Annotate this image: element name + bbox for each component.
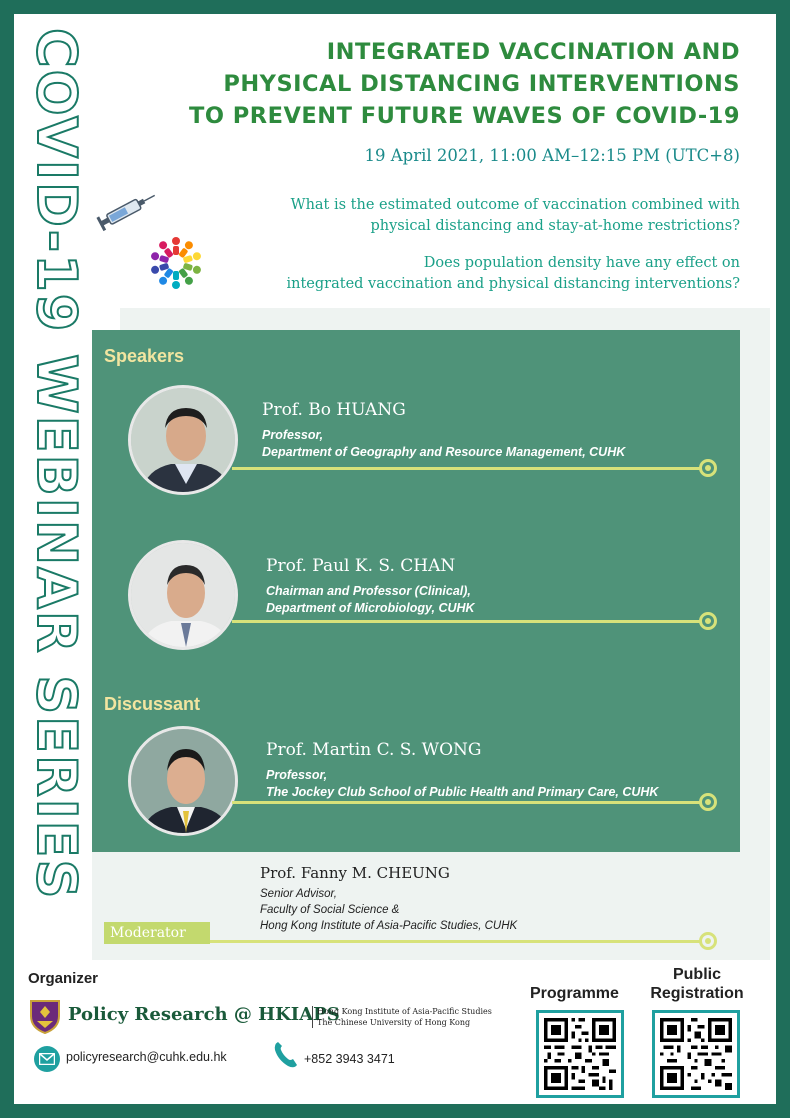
phone-icon (272, 1040, 300, 1075)
people-circle-icon (146, 234, 206, 297)
organizer-phone[interactable]: +852 3943 3471 (304, 1052, 395, 1066)
organizer-institute-line-1: Hong Kong Institute of Asia-Pacific Studies (317, 1007, 492, 1016)
vertical-series-title: COVID-19 WEBINAR SERIES (25, 28, 88, 901)
programme-label: Programme (530, 985, 619, 1002)
mail-icon (34, 1046, 60, 1072)
title-line-3: TO PREVENT FUTURE WAVES OF COVID-19 (189, 103, 740, 129)
organizer-label: Organizer (28, 970, 99, 987)
question-2-line-1: Does population density have any effect on (423, 255, 740, 271)
university-crest-logo (28, 998, 62, 1039)
moderator-role-line-2: Faculty of Social Science & (260, 904, 400, 916)
speaker-2-role (266, 583, 475, 617)
speaker-1-role-line-1: Professor, (262, 428, 324, 442)
discussant-role-line-2: The Jockey Club School of Public Health and Primary Care, CUHK (266, 785, 659, 799)
programme-qr-code[interactable] (536, 1010, 624, 1098)
moderator-dot (699, 932, 717, 950)
question-1-line-1: What is the estimated outcome of vaccination combined with (290, 197, 740, 213)
moderator-connector (210, 940, 702, 943)
registration-qr-code[interactable] (652, 1010, 740, 1098)
discussant-heading: Discussant (104, 694, 201, 714)
syringe-icon (96, 184, 160, 239)
speaker-1-connector (232, 467, 702, 470)
event-title (100, 36, 740, 132)
discussant-name: Prof. Martin C. S. WONG (266, 740, 482, 760)
registration-label-line-2: Registration (650, 985, 744, 1002)
question-2-line-2: integrated vaccination and physical distancing interventions? (286, 276, 740, 292)
speakers-heading: Speakers (104, 346, 185, 366)
speaker-1-role (262, 427, 625, 461)
speaker-1-role-line-2: Department of Geography and Resource Management, CUHK (262, 445, 626, 459)
speaker-2-role-line-1: Chairman and Professor (Clinical), (266, 584, 471, 598)
speaker-2-dot (699, 612, 717, 630)
speaker-2-photo (128, 540, 238, 650)
registration-label (646, 965, 748, 1003)
question-2 (287, 253, 741, 295)
question-1 (291, 195, 740, 237)
title-line-2: PHYSICAL DISTANCING INTERVENTIONS (223, 71, 740, 97)
speaker-1-photo (128, 385, 238, 495)
speaker-1-dot (699, 459, 717, 477)
discussant-connector (232, 801, 702, 804)
organizer-name: Policy Research @ HKIAPS (68, 1004, 340, 1025)
speaker-2-role-line-2: Department of Microbiology, CUHK (266, 601, 475, 615)
discussant-role-line-1: Professor, (266, 768, 328, 782)
moderator-role-line-3: Hong Kong Institute of Asia-Pacific Studies, CUHK (260, 920, 518, 932)
moderator-role (260, 886, 517, 934)
moderator-tag: Moderator (104, 922, 210, 944)
speaker-2-connector (232, 620, 702, 623)
discussant-dot (699, 793, 717, 811)
registration-label-line-1: Public (672, 966, 721, 983)
question-1-line-2: physical distancing and stay-at-home restrictions? (370, 218, 740, 234)
event-datetime: 19 April 2021, 11:00 AM–12:15 PM (UTC+8) (364, 146, 740, 165)
organizer-email[interactable]: policyresearch@cuhk.edu.hk (66, 1050, 227, 1064)
discussant-role (266, 767, 658, 801)
panel-shadow-top (120, 308, 740, 330)
moderator-role-line-1: Senior Advisor, (260, 888, 337, 900)
speaker-1-name: Prof. Bo HUANG (262, 400, 406, 420)
title-line-1: INTEGRATED VACCINATION AND (326, 39, 740, 65)
moderator-name: Prof. Fanny M. CHEUNG (260, 864, 450, 882)
discussant-photo (128, 726, 238, 836)
speaker-2-name: Prof. Paul K. S. CHAN (266, 556, 456, 576)
organizer-institute (312, 1006, 492, 1028)
organizer-institute-line-2: The Chinese University of Hong Kong (317, 1018, 471, 1027)
